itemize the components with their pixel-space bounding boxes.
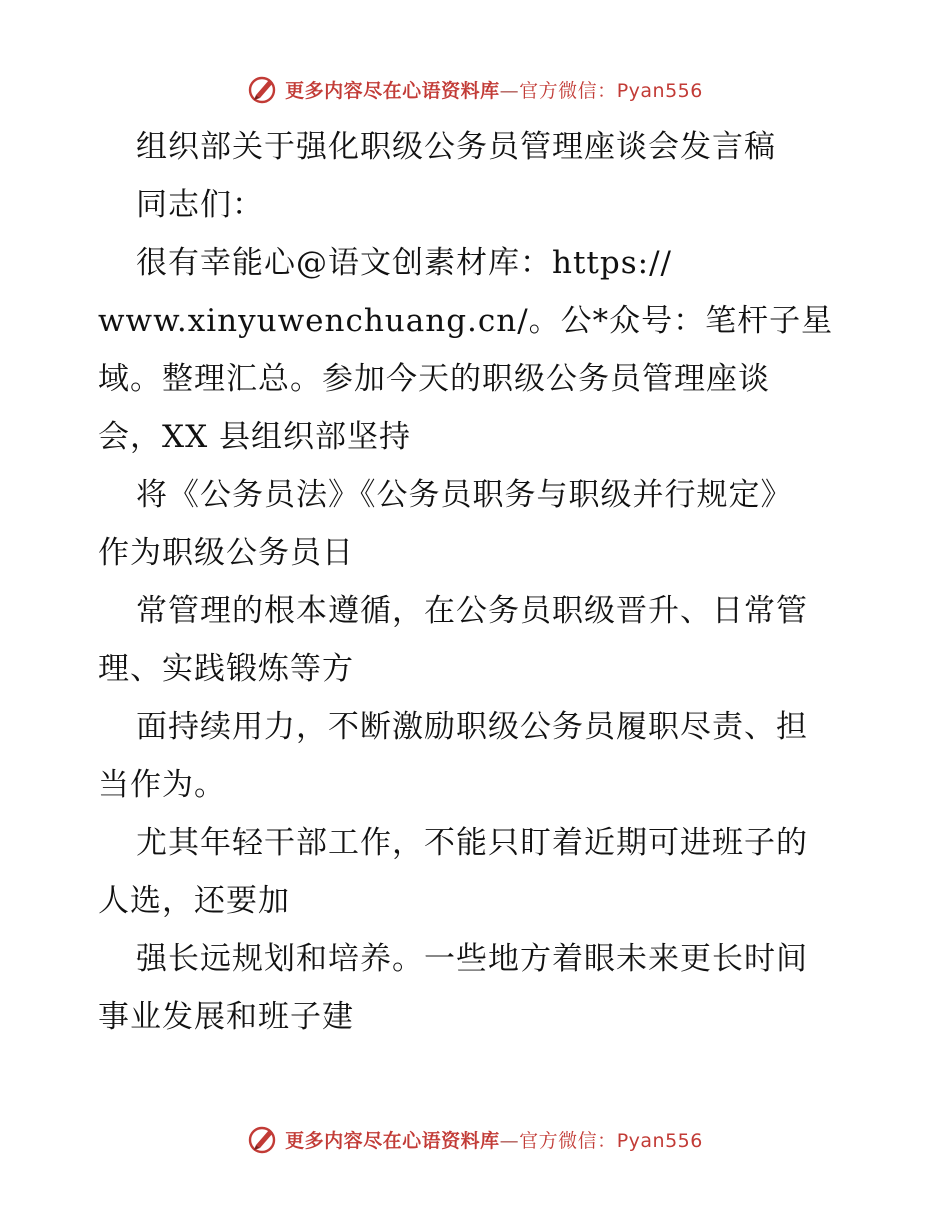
banner-wechat-label: 官方微信： (519, 79, 617, 102)
pen-logo-icon (247, 73, 279, 105)
document-line: 作为职级公务员日 (98, 535, 354, 571)
document-body (98, 118, 858, 1046)
document-line: 域。整理汇总。参加今天的职级公务员管理座谈 (98, 361, 770, 397)
footer-banner (0, 1122, 950, 1156)
document-line: 理、实践锻炼等方 (98, 651, 354, 687)
banner-wechat-id: Pyan556 (616, 79, 703, 102)
header-banner (0, 72, 950, 106)
document-line: 将《公务员法》《公务员职务与职级并行规定》 (136, 477, 793, 513)
document-title: 组织部关于强化职级公务员管理座谈会发言稿 (136, 129, 776, 165)
document-line: 很有幸能心@语文创素材库：https:// (136, 245, 672, 281)
pen-logo-icon (247, 1123, 279, 1155)
document-line: 会，XX 县组织部坚持 (98, 419, 411, 455)
document-line: 强长远规划和培养。一些地方着眼未来更长时间 (136, 941, 808, 977)
banner-wechat-id: Pyan556 (616, 1129, 703, 1152)
banner-main-text: 更多内容尽在心语资料库 (285, 1129, 500, 1152)
banner-text (285, 1126, 703, 1153)
banner-text (285, 76, 703, 103)
document-line: 常管理的根本遵循，在公务员职级晋升、日常管 (136, 593, 808, 629)
document-line: 事业发展和班子建 (98, 999, 354, 1035)
document-line: 同志们： (136, 187, 264, 223)
document-line: www.xinyuwenchuang.cn/。公*众号：笔杆子星 (98, 303, 834, 339)
document-line: 面持续用力，不断激励职级公务员履职尽责、担 (136, 709, 808, 745)
banner-main-text: 更多内容尽在心语资料库 (285, 79, 500, 102)
document-line: 人选，还要加 (98, 883, 290, 919)
banner-wechat-label: 官方微信： (519, 1129, 617, 1152)
banner-separator: — (499, 1129, 520, 1152)
document-line: 当作为。 (98, 767, 226, 803)
document-line: 尤其年轻干部工作，不能只盯着近期可进班子的 (136, 825, 808, 861)
banner-separator: — (499, 79, 520, 102)
